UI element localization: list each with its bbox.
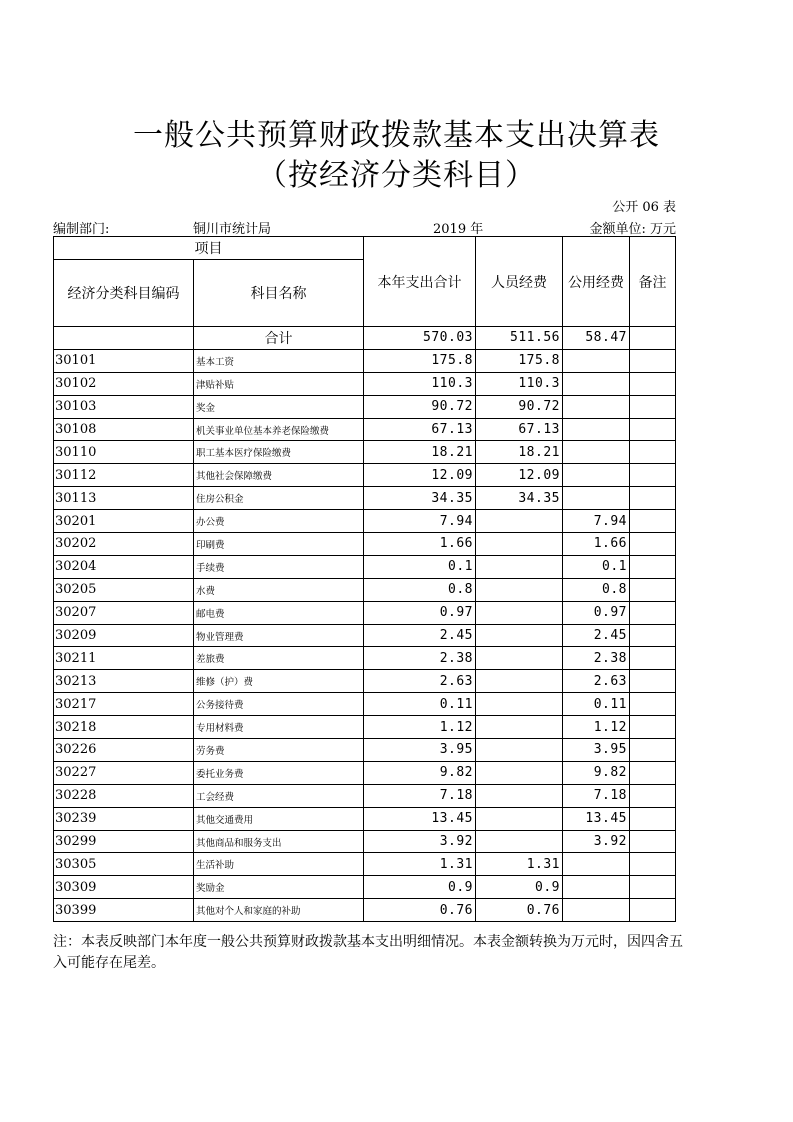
row-personnel <box>476 578 563 601</box>
row-personnel <box>476 761 563 784</box>
row-remark <box>630 807 676 830</box>
row-remark <box>630 670 676 693</box>
row-name: 工会经费 <box>194 784 364 807</box>
row-public: 3.95 <box>563 739 630 762</box>
row-code: 30102 <box>54 372 194 395</box>
row-code: 30103 <box>54 395 194 418</box>
row-personnel: 1.31 <box>476 853 563 876</box>
row-code: 30211 <box>54 647 194 670</box>
row-name: 奖励金 <box>194 876 364 899</box>
table-row <box>54 601 676 624</box>
row-code: 30204 <box>54 555 194 578</box>
row-code: 30213 <box>54 670 194 693</box>
row-name: 津贴补贴 <box>194 372 364 395</box>
row-name: 公务接待费 <box>194 693 364 716</box>
total-amount: 570.03 <box>364 327 476 350</box>
row-personnel: 12.09 <box>476 464 563 487</box>
row-personnel: 67.13 <box>476 418 563 441</box>
header-item: 项目 <box>54 237 364 260</box>
row-total: 3.95 <box>364 739 476 762</box>
row-public <box>563 349 630 372</box>
row-remark <box>630 464 676 487</box>
row-remark <box>630 830 676 853</box>
table-row <box>54 647 676 670</box>
total-label: 合计 <box>194 327 364 350</box>
row-name: 机关事业单位基本养老保险缴费 <box>194 418 364 441</box>
row-total: 0.8 <box>364 578 476 601</box>
total-remark <box>630 327 676 350</box>
row-personnel <box>476 807 563 830</box>
header-code: 经济分类科目编码 <box>54 260 194 327</box>
row-remark <box>630 716 676 739</box>
table-row <box>54 510 676 533</box>
row-name: 其他社会保障缴费 <box>194 464 364 487</box>
row-public <box>563 395 630 418</box>
row-name: 劳务费 <box>194 739 364 762</box>
row-personnel <box>476 533 563 556</box>
row-total: 1.66 <box>364 533 476 556</box>
table-row <box>54 372 676 395</box>
row-public: 1.66 <box>563 533 630 556</box>
row-personnel: 0.76 <box>476 899 563 922</box>
table-row <box>54 395 676 418</box>
header-personnel: 人员经费 <box>476 237 563 327</box>
row-remark <box>630 647 676 670</box>
row-total: 7.94 <box>364 510 476 533</box>
row-name: 水费 <box>194 578 364 601</box>
row-name: 物业管理费 <box>194 624 364 647</box>
table-row <box>54 464 676 487</box>
row-name: 差旅费 <box>194 647 364 670</box>
row-name: 其他商品和服务支出 <box>194 830 364 853</box>
row-name: 手续费 <box>194 555 364 578</box>
row-personnel <box>476 647 563 670</box>
row-total: 175.8 <box>364 349 476 372</box>
row-total: 9.82 <box>364 761 476 784</box>
header-name: 科目名称 <box>194 260 364 327</box>
table-row <box>54 784 676 807</box>
row-total: 18.21 <box>364 441 476 464</box>
row-personnel <box>476 739 563 762</box>
row-public <box>563 418 630 441</box>
dept-label: 编制部门: <box>53 222 110 237</box>
row-total: 0.9 <box>364 876 476 899</box>
row-total: 0.1 <box>364 555 476 578</box>
row-code: 30299 <box>54 830 194 853</box>
row-public: 7.18 <box>563 784 630 807</box>
row-code: 30399 <box>54 899 194 922</box>
meta-line <box>53 218 676 237</box>
row-remark <box>630 510 676 533</box>
total-public: 58.47 <box>563 327 630 350</box>
row-name: 印刷费 <box>194 533 364 556</box>
row-name: 办公费 <box>194 510 364 533</box>
total-row <box>54 327 676 350</box>
header-total: 本年支出合计 <box>364 237 476 327</box>
year: 2019 年 <box>433 222 484 237</box>
total-code-cell <box>54 327 194 350</box>
row-personnel: 175.8 <box>476 349 563 372</box>
row-remark <box>630 418 676 441</box>
row-code: 30201 <box>54 510 194 533</box>
row-name: 基本工资 <box>194 349 364 372</box>
row-remark <box>630 853 676 876</box>
total-personnel: 511.56 <box>476 327 563 350</box>
header-public: 公用经费 <box>563 237 630 327</box>
row-name: 委托业务费 <box>194 761 364 784</box>
row-public <box>563 487 630 510</box>
row-personnel: 0.9 <box>476 876 563 899</box>
row-remark <box>630 624 676 647</box>
row-public <box>563 464 630 487</box>
row-public: 0.97 <box>563 601 630 624</box>
table-row <box>54 830 676 853</box>
row-total: 0.97 <box>364 601 476 624</box>
row-code: 30226 <box>54 739 194 762</box>
row-total: 2.38 <box>364 647 476 670</box>
row-public: 3.92 <box>563 830 630 853</box>
table-row <box>54 418 676 441</box>
row-remark <box>630 395 676 418</box>
table-row <box>54 761 676 784</box>
row-public <box>563 899 630 922</box>
row-public <box>563 853 630 876</box>
row-total: 13.45 <box>364 807 476 830</box>
row-code: 30209 <box>54 624 194 647</box>
row-remark <box>630 761 676 784</box>
row-name: 奖金 <box>194 395 364 418</box>
row-code: 30207 <box>54 601 194 624</box>
row-remark <box>630 533 676 556</box>
row-personnel <box>476 555 563 578</box>
row-personnel: 18.21 <box>476 441 563 464</box>
row-remark <box>630 693 676 716</box>
row-public: 2.63 <box>563 670 630 693</box>
row-remark <box>630 349 676 372</box>
row-name: 邮电费 <box>194 601 364 624</box>
row-code: 30218 <box>54 716 194 739</box>
row-total: 3.92 <box>364 830 476 853</box>
row-personnel <box>476 830 563 853</box>
row-code: 30101 <box>54 349 194 372</box>
table-row <box>54 670 676 693</box>
row-total: 2.63 <box>364 670 476 693</box>
row-personnel: 34.35 <box>476 487 563 510</box>
row-code: 30202 <box>54 533 194 556</box>
table-row <box>54 693 676 716</box>
report-title: 一般公共预算财政拨款基本支出决算表 <box>133 118 660 153</box>
unit: 金额单位: 万元 <box>589 222 676 237</box>
expenditure-table <box>53 236 676 922</box>
row-personnel <box>476 693 563 716</box>
table-row <box>54 555 676 578</box>
row-public: 1.12 <box>563 716 630 739</box>
table-row <box>54 441 676 464</box>
row-public: 0.11 <box>563 693 630 716</box>
table-row <box>54 876 676 899</box>
table-row <box>54 716 676 739</box>
row-name: 职工基本医疗保险缴费 <box>194 441 364 464</box>
row-public: 7.94 <box>563 510 630 533</box>
row-public <box>563 441 630 464</box>
row-public: 2.38 <box>563 647 630 670</box>
row-personnel <box>476 601 563 624</box>
row-code: 30110 <box>54 441 194 464</box>
row-total: 67.13 <box>364 418 476 441</box>
row-public: 0.8 <box>563 578 630 601</box>
row-remark <box>630 876 676 899</box>
row-public: 2.45 <box>563 624 630 647</box>
row-name: 维修（护）费 <box>194 670 364 693</box>
row-name: 其他对个人和家庭的补助 <box>194 899 364 922</box>
row-code: 30205 <box>54 578 194 601</box>
row-name: 专用材料费 <box>194 716 364 739</box>
row-code: 30217 <box>54 693 194 716</box>
row-remark <box>630 372 676 395</box>
row-personnel: 110.3 <box>476 372 563 395</box>
row-personnel <box>476 510 563 533</box>
table-row <box>54 487 676 510</box>
table-row <box>54 349 676 372</box>
row-public: 13.45 <box>563 807 630 830</box>
row-code: 30113 <box>54 487 194 510</box>
footnote: 注：本表反映部门本年度一般公共预算财政拨款基本支出明细情况。本表金额转换为万元时，因四舍五入可能存在尾差。 <box>53 934 683 971</box>
row-total: 110.3 <box>364 372 476 395</box>
row-total: 1.12 <box>364 716 476 739</box>
row-personnel: 90.72 <box>476 395 563 418</box>
form-number: 公开 06 表 <box>612 200 676 215</box>
row-code: 30239 <box>54 807 194 830</box>
row-remark <box>630 578 676 601</box>
row-personnel <box>476 670 563 693</box>
row-code: 30112 <box>54 464 194 487</box>
row-total: 34.35 <box>364 487 476 510</box>
row-name: 其他交通费用 <box>194 807 364 830</box>
row-remark <box>630 441 676 464</box>
row-code: 30309 <box>54 876 194 899</box>
header-remark: 备注 <box>630 237 676 327</box>
table-row <box>54 853 676 876</box>
table-row <box>54 899 676 922</box>
row-public: 9.82 <box>563 761 630 784</box>
row-remark <box>630 739 676 762</box>
row-total: 7.18 <box>364 784 476 807</box>
row-remark <box>630 601 676 624</box>
row-total: 2.45 <box>364 624 476 647</box>
report-subtitle: （按经济分类科目） <box>257 158 536 193</box>
row-remark <box>630 487 676 510</box>
table-row <box>54 739 676 762</box>
row-remark <box>630 899 676 922</box>
row-remark <box>630 784 676 807</box>
row-total: 0.11 <box>364 693 476 716</box>
table-row <box>54 807 676 830</box>
row-total: 90.72 <box>364 395 476 418</box>
row-total: 1.31 <box>364 853 476 876</box>
row-name: 住房公积金 <box>194 487 364 510</box>
table-row <box>54 533 676 556</box>
row-personnel <box>476 624 563 647</box>
row-remark <box>630 555 676 578</box>
row-code: 30305 <box>54 853 194 876</box>
row-code: 30227 <box>54 761 194 784</box>
table-row <box>54 624 676 647</box>
row-personnel <box>476 716 563 739</box>
table-row <box>54 578 676 601</box>
row-code: 30228 <box>54 784 194 807</box>
row-public <box>563 372 630 395</box>
row-personnel <box>476 784 563 807</box>
row-public: 0.1 <box>563 555 630 578</box>
row-total: 0.76 <box>364 899 476 922</box>
row-public <box>563 876 630 899</box>
row-code: 30108 <box>54 418 194 441</box>
row-total: 12.09 <box>364 464 476 487</box>
dept-value: 铜川市统计局 <box>193 222 272 237</box>
row-name: 生活补助 <box>194 853 364 876</box>
